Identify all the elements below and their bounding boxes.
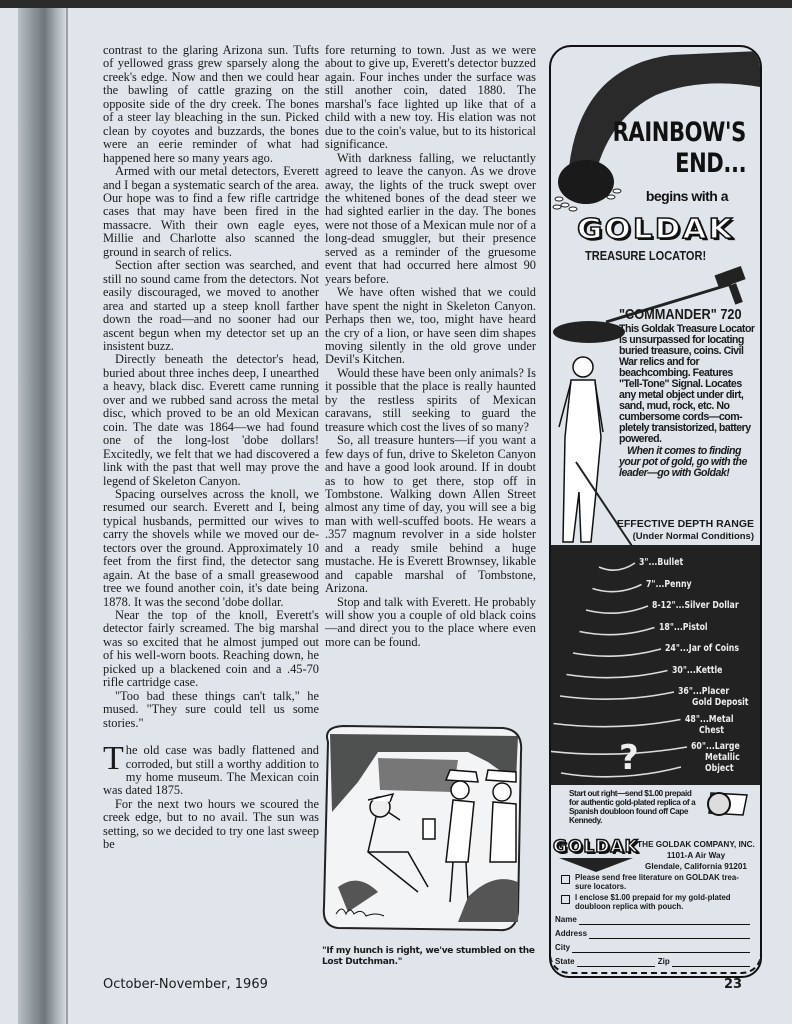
article-paragraph: "Too bad these things can't talk," he mused. "They sure could tell us some stories.": [103, 688, 319, 730]
description-text: This Goldak Treasure Locator is unsurpassed for locating buried treasure, coins. Civil War relics and for beachcombing. Features "Tell-Tone" Signal. Locates any metal object under dirt, sand, mud, rock, etc. No cumbersome cords—completely transistorized, battery powered.: [619, 323, 755, 445]
city-label: City: [555, 943, 571, 952]
ad-subhead: TREASURE LOCATOR!: [585, 248, 707, 263]
article-paragraph: Directly beneath the detector's head, buried about three inches deep, I unearthed a heavy, black disc. Everett came running over and we rubbed sand across the metal disc, which proved to be an old Mexican coin. The date was 1864—we had found one of the long-lost 'dobe dollars! Excitedly, we felt that we had discovered a link with the past that well may prove the legend of Skeleton Canyon.: [103, 352, 319, 488]
city-line[interactable]: [572, 944, 750, 953]
depth-label: [639, 557, 683, 568]
page-top-edge: [0, 0, 792, 8]
product-model: "COMMANDER" 720: [619, 306, 742, 323]
depth-label-line: 48"...Metal: [684, 713, 734, 725]
product-description: [619, 324, 757, 479]
address-line[interactable]: [589, 930, 750, 939]
binding-divider: [66, 8, 68, 1024]
state-label: State: [555, 957, 575, 966]
article-paragraph: [103, 740, 319, 798]
option-free-literature[interactable]: [561, 874, 751, 891]
depth-arc: [586, 606, 648, 613]
depth-arc: [573, 649, 661, 656]
depth-arc: [593, 585, 642, 592]
section-break: [103, 730, 319, 744]
page-number: 23: [724, 977, 743, 992]
man-figure: [559, 357, 603, 542]
company-street: 1101-A Air Way: [666, 851, 726, 860]
name-line[interactable]: [579, 916, 750, 925]
depth-label-line: Chest: [698, 724, 724, 736]
checkbox[interactable]: [561, 875, 570, 884]
article-paragraph: contrast to the glaring Arizona sun. Tufts of yellowed grass grew sparsely along the creek's edge. Now and then we could hear the bawling of cattle grazing on the opposite side of the dry creek. The bones of a steer lay bleaching in the sun. Picked clean by coyotes and buzzards, the bones were an eerie reminder of what had happened here so many years ago.: [103, 43, 319, 165]
range-title: EFFECTIVE DEPTH RANGE: [616, 518, 754, 530]
depth-label: [672, 665, 722, 676]
article-paragraph: Armed with our metal detectors, Everett and I began a systematic search of the area. Our hope was to find a few rifle cartridge cases that may have been fired in the massacre. With their own eagle eyes, Millie and Charlotte also scanned the ground in search of relics.: [103, 164, 319, 259]
depth-range-chart: [551, 545, 760, 785]
article-paragraph: With darkness falling, we reluctantly agreed to leave the canyon. As we drove away, the lights of the truck swept over the whitened bones of the dead steer we had sighted earlier in the day. The bones were not those of a Mexican mule nor of a long-dead smuggler, but their presence served as a reminder of the gruesome event that had occurred here almost 90 years before.: [325, 150, 536, 286]
depth-label-line: 18"...Pistol: [658, 621, 708, 633]
address-field[interactable]: [555, 929, 750, 939]
depth-range-heading: [617, 519, 754, 542]
ad-headline-2: END...: [674, 148, 746, 179]
depth-label-line: Gold Deposit: [692, 697, 749, 708]
depth-label-line: 30"...Kettle: [671, 664, 722, 676]
issue-date: October-November, 1969: [103, 977, 268, 992]
depth-label-line: 3"...Bullet: [639, 557, 684, 568]
depth-arc: [580, 628, 655, 635]
depth-label-line: 60"...Large: [691, 741, 740, 752]
state-line[interactable]: [577, 958, 655, 967]
goldak-advertisement: [549, 45, 762, 978]
zip-label: Zip: [657, 957, 670, 966]
coupon-offer: Start out right—send $1.00 prepaid for authentic gold-plated replica of a Spanish doubloon found off Cape Kennedy.: [569, 789, 696, 825]
depth-label: [678, 686, 749, 708]
depth-label: [691, 741, 740, 774]
company-name: THE GOLDAK COMPANY, INC.: [637, 840, 755, 849]
name-label: Name: [555, 915, 577, 924]
depth-label-line: Object: [705, 763, 734, 774]
drop-cap: T: [103, 740, 124, 778]
goldak-logo: GOLDAK: [577, 212, 735, 245]
address-label: Address: [555, 929, 588, 938]
state-zip-field[interactable]: [555, 957, 750, 967]
article-column-2: [325, 44, 536, 649]
depth-label-line: Metallic: [705, 752, 740, 763]
cartoon-illustration: [318, 722, 528, 937]
depth-arc: [599, 563, 635, 570]
depth-label-line: 8-12"...Silver Dollar: [652, 600, 739, 611]
pot-icon: [558, 160, 614, 204]
depth-arc: [567, 671, 668, 678]
depth-label: [665, 643, 739, 654]
doubloon-pouch-icon: [703, 789, 749, 819]
paragraph-text: he old case was badly flattened and corroded, but still a worthy addition to my home museum. The Mexican coin was dated 1875.: [103, 743, 319, 798]
cave-opening: [378, 758, 458, 792]
depth-label: [646, 579, 692, 590]
tagline: When it comes to finding your pot of gold, go with the leader—go with Goldak!: [619, 445, 747, 479]
ad-headline: RAINBOW'S: [612, 117, 746, 148]
coupon-goldak-logo: GOLDAK: [553, 837, 639, 857]
zip-line[interactable]: [672, 958, 750, 967]
article-paragraph: For the next two hours we scoured the creek edge, but to no avail. The sun was setting, so we decided to try one last sweep be: [103, 796, 319, 852]
article-paragraph: We have often wished that we could have spent the night in Skeleton Canyon. Perhaps then we, too, might have heard the cry of a lion, or have seen dim shapes moving silently in the old grove under Devil's Kitchen.: [325, 285, 536, 367]
company-city: Glendale, California 91201: [645, 862, 747, 871]
article-paragraph: Near the top of the knoll, Everett's detector fairly screamed. The big marshal was so excited that he almost jumped out of his well-worn boots. Reaching down, he picked up a blackened coin and a .45-70 rifle cartridge case.: [103, 608, 319, 690]
article-paragraph: Section after section was searched, and still no sound came from the detectors. Not easily discouraged, we moved to another area and started up a steep knoll farther down the road—and no sooner had our ascent begun when my detector set up an insistent buzz.: [103, 258, 319, 353]
depth-arc: [554, 720, 681, 727]
depth-label: [652, 600, 739, 611]
option-doubloon-replica[interactable]: [561, 894, 751, 911]
name-field[interactable]: [555, 915, 750, 925]
question-mark: ?: [619, 738, 639, 778]
page-binding: [18, 8, 66, 1024]
article-paragraph: So, all treasure hunters—if you want a few days of fun, drive to Skeleton Canyon and have a good look around. If in doubt as to how to get there, stop off in Tombstone. Walking down Allen Street almost any time of day, you will see a big man with well-scuffed boots. He wears a .357 magnum revolver in a side holster and a ready smile behind a huge mustache. He is Everett Brownsey, likable and capable marshal of Tombstone, Arizona.: [325, 433, 536, 596]
article-column-1: [103, 44, 319, 852]
article-paragraph: Would these have been only animals? Is it possible that the place is really haunted by the restless spirits of Mexican caravans, still seeking to guard the treasure which cost the lives of so many?: [325, 365, 536, 434]
depth-arc: [560, 692, 674, 699]
ad-headline-3: begins with a: [645, 188, 728, 204]
logo-banner: [559, 858, 633, 872]
depth-label-line: 24"...Jar of Coins: [665, 643, 739, 654]
article-paragraph: Spacing ourselves across the knoll, we resumed our search. Everett and I, being typical husbands, permitted our wives to carry the shovels while we moved our detectors over the ground. Approximately 10 feet from the first find, the detector sang again. At the base of a small greasewood tree we found another coin, it's date being 1878. It was the second 'dobe dollar.: [103, 486, 319, 609]
checkbox[interactable]: [561, 895, 570, 904]
cartoon-caption: "If my hunch is right, we've stumbled on the Lost Dutchman.": [322, 946, 535, 967]
option-label: I enclose $1.00 prepaid for my gold-plated doubloon replica with pouch.: [575, 893, 731, 911]
depth-label-line: 7"...Penny: [645, 578, 692, 590]
article-paragraph: fore returning to town. Just as we were about to give up, Everett's detector buzzed again. Four inches under the surface was still another coin, dated 1880. The marshal's face lighted up like that of a child with a new toy. His elation was not due to the coin's value, but to its historical significance.: [325, 43, 536, 152]
depth-label: [685, 714, 734, 736]
range-note: (Under Normal Conditions): [632, 530, 754, 542]
article-paragraph: Stop and talk with Everett. He probably will show you a couple of old black coins—and direct you to the place where even more can be found.: [325, 594, 536, 649]
city-field[interactable]: [555, 943, 750, 953]
depth-label: [659, 622, 708, 633]
company-address: [635, 839, 757, 872]
depth-label-line: 36"...Placer: [678, 686, 730, 697]
option-label: Please send free literature on GOLDAK treasure locators.: [575, 873, 739, 891]
